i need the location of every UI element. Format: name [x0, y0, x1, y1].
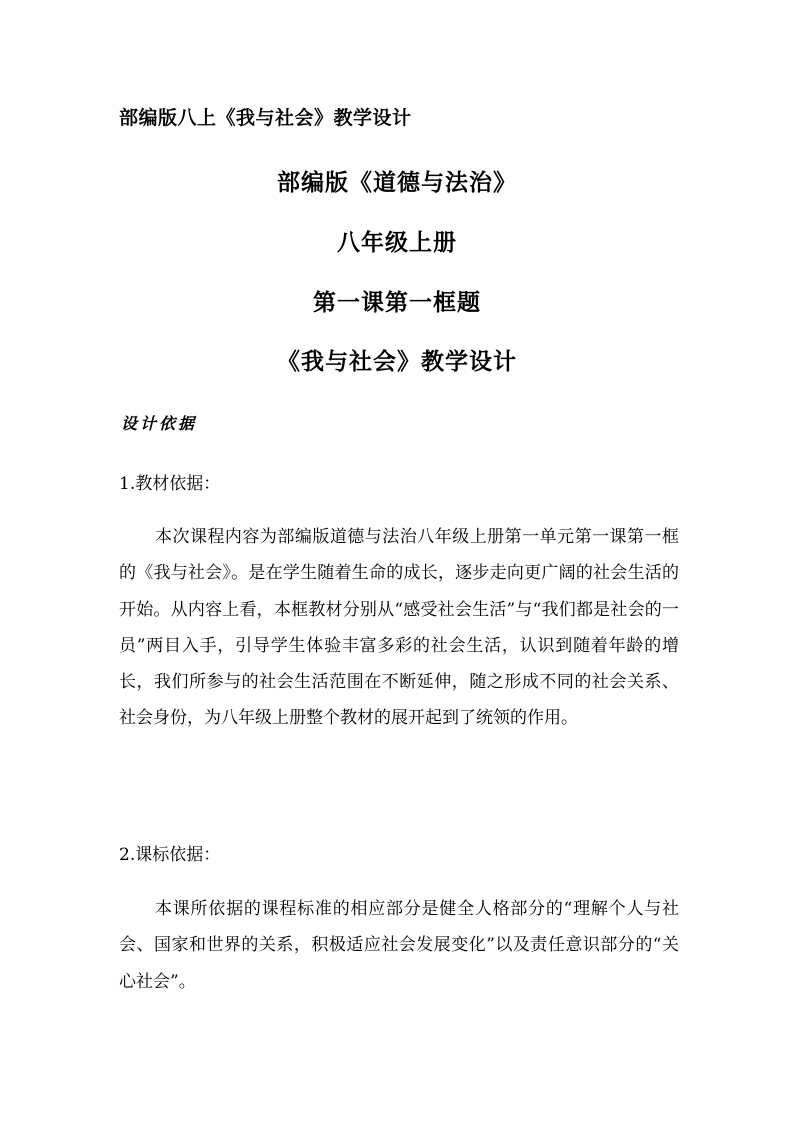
- grade-title: 八年级上册: [337, 230, 457, 256]
- textbook-basis-paragraph: 本次课程内容为部编版道德与法治八年级上册第一单元第一课第一框的《我与社会》。是在学生随着生命的成长，逐步走向更广阔的社会生活的开始。从内容上看，本框教材分别从“感受社会生活”与“我们都是社会的一员”两目入手，引导学生体验丰富多彩的社会生活，认识到随着年龄的增长，我们所参与的社会生活范围在不断延伸，随之形成不同的社会关系、社会身份，为八年级上册整个教材的展开起到了统领的作用。: [119, 527, 679, 729]
- lesson-title: 第一课第一框题: [313, 290, 481, 316]
- document-title: 部编版八上《我与社会》教学设计: [119, 107, 412, 129]
- section-heading-design-basis: 设计依据: [121, 414, 198, 433]
- curriculum-basis-heading: 2.课标依据：: [119, 845, 221, 865]
- design-title: 《我与社会》教学设计: [277, 349, 517, 375]
- subject-title: 部编版《道德与法治》: [277, 170, 517, 196]
- curriculum-basis-paragraph: 本课所依据的课程标准的相应部分是健全人格部分的“理解个人与社会、国家和世界的关系，积极适应社会发展变化”以及责任意识部分的“关心社会”。: [119, 899, 679, 992]
- textbook-basis-heading: 1.教材依据：: [119, 474, 221, 494]
